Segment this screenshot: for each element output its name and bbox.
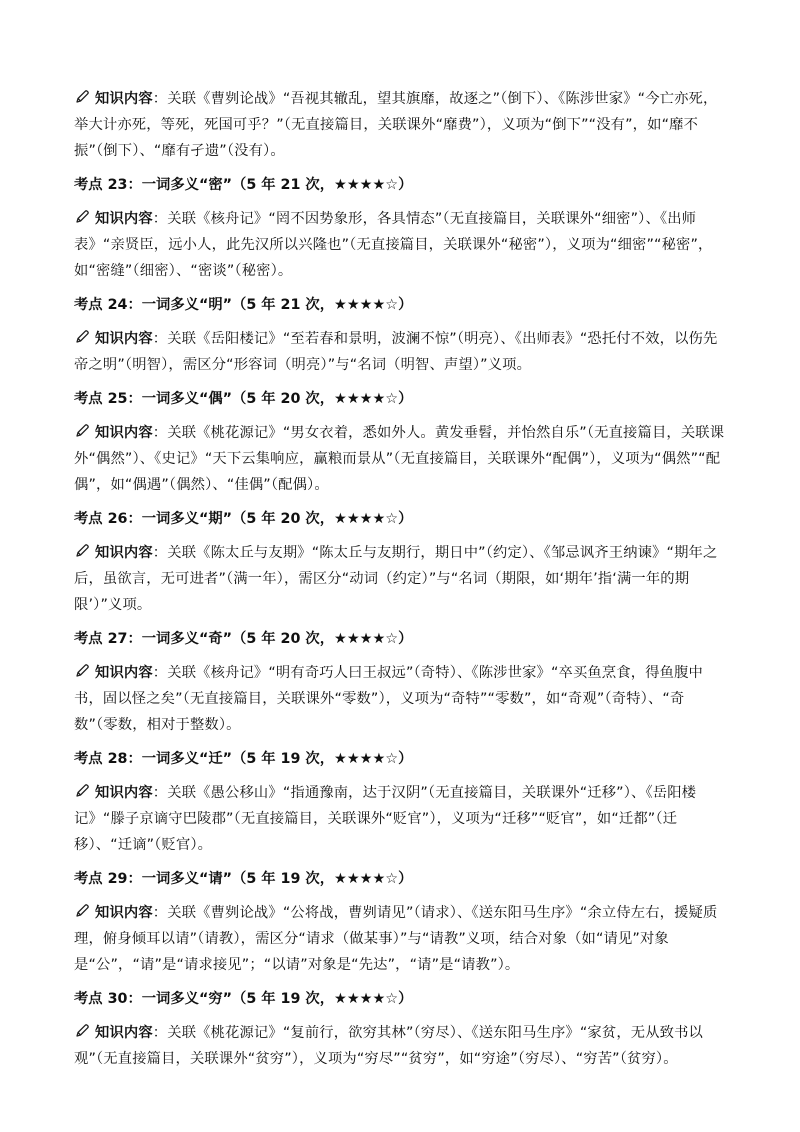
knowledge-block xyxy=(74,540,728,618)
pencil-icon xyxy=(74,903,90,919)
knowledge-label: 知识内容 xyxy=(95,211,153,227)
knowledge-block xyxy=(74,900,728,978)
pencil-icon xyxy=(74,1023,90,1039)
knowledge-paragraph xyxy=(74,420,728,498)
knowledge-block xyxy=(74,326,728,378)
pencil-icon xyxy=(74,783,90,799)
knowledge-label: 知识内容 xyxy=(95,905,153,921)
knowledge-content: ：关联《愚公移山》“指通豫南，达于汉阴”（无直接篇目，关联课外“迁移”）、《岳阳楼记》“滕子京谪守巴陵郡”（无直接篇目，关联课外“贬官”），义项为“迁移”“贬官”，如“迁都”（迁移）、“迁谪”（贬官）。 xyxy=(74,785,697,853)
knowledge-label: 知识内容 xyxy=(95,331,153,347)
knowledge-paragraph xyxy=(74,540,728,618)
knowledge-block xyxy=(74,780,728,858)
knowledge-paragraph xyxy=(74,1020,728,1072)
kaodian-title-23: 考点 23：一词多义“密”（5 年 21 次，★★★★☆） xyxy=(74,177,413,193)
pencil-icon xyxy=(74,423,90,439)
knowledge-block xyxy=(74,1020,728,1072)
knowledge-label: 知识内容 xyxy=(95,91,153,107)
kaodian-title-30: 考点 30：一词多义“穷”（5 年 19 次，★★★★☆） xyxy=(74,991,413,1007)
knowledge-paragraph xyxy=(74,206,728,284)
knowledge-content: ：关联《核舟记》“明有奇巧人曰王叔远”（奇特）、《陈涉世家》“卒买鱼烹食，得鱼腹中书，固以怪之矣”（无直接篇目，关联课外“零数”），义项为“奇特”“零数”，如“奇观”（奇特）、“奇数”（零数，相对于整数）。 xyxy=(74,665,703,733)
knowledge-paragraph xyxy=(74,780,728,858)
knowledge-paragraph xyxy=(74,900,728,978)
kaodian-title-27: 考点 27：一词多义“奇”（5 年 20 次，★★★★☆） xyxy=(74,631,413,647)
pencil-icon xyxy=(74,543,90,559)
pencil-icon xyxy=(74,329,90,345)
kaodian-title-26: 考点 26：一词多义“期”（5 年 20 次，★★★★☆） xyxy=(74,511,413,527)
knowledge-label: 知识内容 xyxy=(95,785,153,801)
pencil-icon xyxy=(74,663,90,679)
knowledge-block xyxy=(74,660,728,738)
knowledge-label: 知识内容 xyxy=(95,665,153,681)
knowledge-label: 知识内容 xyxy=(95,545,153,561)
knowledge-content: ：关联《岳阳楼记》“至若春和景明，波澜不惊”（明亮）、《出师表》“恐托付不效，以伤先帝之明”（明智），需区分“形容词（明亮）”与“名词（明智、声望）”义项。 xyxy=(74,331,718,373)
kaodian-title-28: 考点 28：一词多义“迁”（5 年 19 次，★★★★☆） xyxy=(74,751,413,767)
pencil-icon xyxy=(74,209,90,225)
pencil-icon xyxy=(74,89,90,105)
kaodian-title-29: 考点 29：一词多义“请”（5 年 19 次，★★★★☆） xyxy=(74,871,413,887)
knowledge-block xyxy=(74,86,728,164)
kaodian-title-25: 考点 25：一词多义“偶”（5 年 20 次，★★★★☆） xyxy=(74,391,413,407)
knowledge-label: 知识内容 xyxy=(95,1025,153,1041)
knowledge-content: ：关联《曹刿论战》“吾视其辙乱，望其旗靡，故逐之”（倒下）、《陈涉世家》“今亡亦死，举大计亦死，等死，死国可乎？”（无直接篇目，关联课外“靡费”），义项为“倒下”“没有”，如“靡不振”（倒下）、“靡有孑遗”（没有）。 xyxy=(74,91,718,159)
knowledge-paragraph xyxy=(74,326,728,378)
knowledge-content: ：关联《曹刿论战》“公将战，曹刿请见”（请求）、《送东阳马生序》“余立侍左右，援疑质理，俯身倾耳以请”（请教），需区分“请求（做某事）”与“请教”义项，结合对象（如“请见”对象是“公”，“请”是“请求接见”；“以请”对象是“先达”，“请”是“请教”）。 xyxy=(74,905,718,973)
knowledge-content: ：关联《核舟记》“罔不因势象形，各具情态”（无直接篇目，关联课外“细密”）、《出师表》“亲贤臣，远小人，此先汉所以兴隆也”（无直接篇目，关联课外“秘密”），义项为“细密”“秘密”，如“密缝”（细密）、“密谈”（秘密）。 xyxy=(74,211,713,279)
knowledge-label: 知识内容 xyxy=(95,425,153,441)
knowledge-paragraph xyxy=(74,660,728,738)
knowledge-content: ：关联《桃花源记》“复前行，欲穷其林”（穷尽）、《送东阳马生序》“家贫，无从致书以观”（无直接篇目，关联课外“贫穷”），义项为“穷尽”“贫穷”，如“穷途”（穷尽）、“穷苦”（贫穷）。 xyxy=(74,1025,703,1067)
knowledge-content: ：关联《陈太丘与友期》“陈太丘与友期行，期日中”（约定）、《邹忌讽齐王纳谏》“期年之后，虽欲言，无可进者”（满一年），需区分“动词（约定）”与“名词（期限，如‘期年’指‘满一年的期限’）”义项。 xyxy=(74,545,718,613)
knowledge-block xyxy=(74,206,728,284)
knowledge-paragraph xyxy=(74,86,728,164)
knowledge-block xyxy=(74,420,728,498)
knowledge-content: ：关联《桃花源记》“男女衣着，悉如外人。黄发垂髫，并怡然自乐”（无直接篇目，关联课外“偶然”）、《史记》“天下云集响应，赢粮而景从”（无直接篇目，关联课外“配偶”），义项为“偶然”“配偶”，如“偶遇”（偶然）、“佳偶”（配偶）。 xyxy=(74,425,725,493)
kaodian-title-24: 考点 24：一词多义“明”（5 年 21 次，★★★★☆） xyxy=(74,297,413,313)
